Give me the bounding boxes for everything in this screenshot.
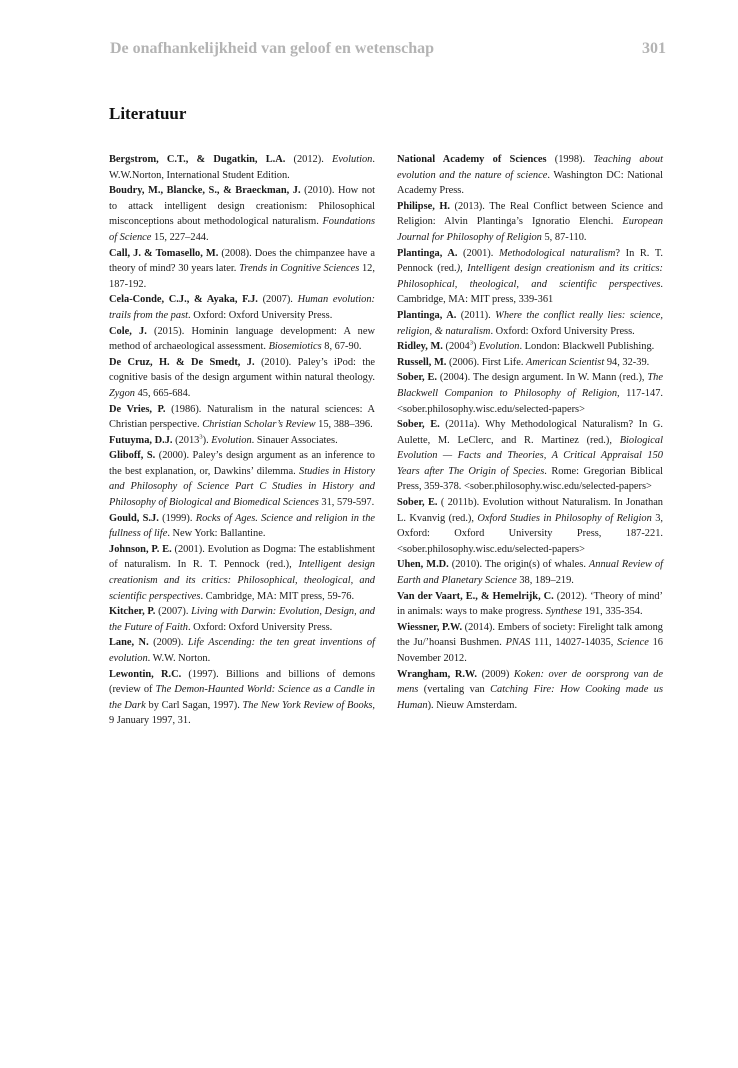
reference-text: , 9 January 1997, 31. — [109, 699, 375, 727]
reference-title-italic: Christian Scholar’s Review — [202, 419, 316, 431]
reference-title-italic: The Blackwell Companion to Philosophy of Religion, — [397, 372, 663, 399]
reference-text: (1997). Billions and billions of demons (review of — [109, 668, 375, 696]
reference-title-italic: Evolution — [479, 341, 520, 353]
reference-title-italic: Biosemiotics — [268, 341, 322, 353]
reference-author: Call, J. & Tomasello, M. — [109, 247, 219, 259]
reference-text: (2010). The origin(s) of whales. — [448, 559, 589, 571]
reference-author: Russell, M. — [397, 356, 447, 368]
reference-text: (2001). Evolution as Dogma: The establishment of naturalism. In R. T. Pennock (red.), — [109, 543, 375, 571]
reference-text: (2014). Embers of society: Firelight talk among the Ju/’hoansi Bushmen. — [397, 621, 663, 649]
reference-title-italic: Where the conflict really lies: science, religion, & naturalism — [397, 309, 663, 337]
reference-text: by Carl Sagan, 1997). — [145, 699, 243, 711]
reference-title-italic: Annual Review of Earth and Planetary Science — [397, 559, 664, 587]
section-title: Literatuur — [109, 104, 187, 123]
reference-entry — [397, 339, 663, 355]
reference-author: De Vries, P. — [109, 403, 166, 415]
reference-author: Plantinga, A. — [397, 309, 457, 321]
reference-entry — [397, 355, 663, 371]
reference-author: Lewontin, R.C. — [109, 668, 182, 680]
reference-entry — [109, 667, 375, 729]
reference-text: (2012). — [285, 154, 332, 165]
reference-text: ) — [472, 341, 480, 353]
reference-text: 15, 388–396. — [315, 419, 373, 431]
reference-entry — [397, 557, 663, 588]
reference-text: . Oxford: Oxford University Press. — [188, 309, 333, 321]
reference-title-italic: Rocks of Ages. Science and religion in the fullness of life — [109, 512, 375, 540]
reference-text: (2008). Does the chimpanzee have a theory of mind? 30 years later. — [109, 247, 375, 275]
reference-author: Uhen, M.D. — [397, 559, 449, 571]
reference-title-italic: Zygon — [109, 387, 135, 399]
reference-text: (2000). Paley’s design argument as an inference to the best explanation, or, Dawkins’ dilemma. — [109, 450, 375, 477]
reference-author: Ridley, M. — [397, 341, 443, 353]
reference-title-italic: Biological Evolution — Facts and Theories, A Critical Appraisal 150 Years after The Origin of Species — [397, 434, 663, 477]
page-number: 301 — [642, 40, 666, 57]
reference-text: 8, 67-90. — [321, 341, 362, 353]
reference-title-italic: Evolution — [211, 434, 252, 446]
reference-title-italic: ), Intelligent design creationism and its critics: Philosophical, theological, and scientific perspectives — [397, 263, 663, 290]
reference-entry — [397, 152, 663, 199]
reference-text: . Washington DC: National Academy Press. — [397, 169, 663, 197]
reference-text: . W.W. Norton. — [147, 653, 211, 664]
reference-entry — [109, 402, 375, 433]
reference-text: 191, 335-354. — [581, 606, 643, 618]
reference-text: 117-147. <sober.philosophy.wisc.edu/selected-papers> — [397, 387, 663, 415]
reference-text: ). — [202, 434, 212, 446]
reference-entry — [109, 604, 375, 635]
reference-author: Sober, E. — [397, 419, 440, 431]
reference-author: Sober, E. — [397, 497, 438, 509]
reference-text: . Rome: Gregorian Biblical Press, 359-378. <sober.philosophy.wisc.edu/selected-papers> — [397, 465, 663, 493]
reference-title-italic: Trends in Cognitive Sciences — [239, 263, 360, 275]
reference-text: 45, 665-684. — [134, 387, 191, 399]
reference-text: . London: Blackwell Publishing. — [519, 341, 655, 353]
reference-entry — [397, 199, 663, 246]
reference-entry — [109, 183, 375, 245]
reference-entry — [397, 308, 663, 339]
reference-text: (2004). The design argument. In W. Mann (red.), — [437, 372, 648, 384]
reference-author: Johnson, P. E. — [109, 543, 172, 555]
reference-text: . Oxford: Oxford University Press. — [490, 325, 635, 337]
reference-text: . Sinauer Associates. — [251, 434, 338, 446]
reference-author: Plantinga, A. — [397, 247, 458, 259]
reference-title-italic: Life Ascending: the ten great inventions of evolution — [109, 637, 375, 664]
reference-text: . Cambridge, MA: MIT press, 59-76. — [200, 590, 355, 602]
reference-author: National Academy of Sciences — [397, 154, 547, 165]
reference-title-italic: Living with Darwin: Evolution, Design, and the Future of Faith — [109, 606, 376, 633]
reference-title-italic: Methodological naturalism — [498, 247, 616, 259]
reference-title-italic: Teaching about evolution and the nature of science — [397, 154, 663, 181]
reference-title-italic: PNAS — [505, 637, 531, 649]
reference-text: . Cambridge, MA: MIT press, 339-361 — [397, 278, 663, 306]
reference-text: 31, 579-597. — [318, 497, 375, 509]
reference-text: ? In R. T. Pennock (red. — [397, 247, 663, 275]
running-head — [110, 40, 666, 58]
reference-title-italic: Human evolution: trails from the past — [109, 294, 375, 321]
reference-text: 12, 187-192. — [109, 263, 375, 290]
reference-entry — [109, 246, 375, 293]
reference-author: Wrangham, R.W. — [397, 668, 477, 680]
reference-author: Gould, S.J. — [109, 512, 159, 524]
reference-title-italic: American Scientist — [526, 356, 605, 368]
reference-author: Boudry, M., Blancke, S., & Braeckman, J. — [109, 185, 301, 197]
reference-title-italic: Foundations of Science — [109, 216, 375, 243]
reference-text: 16 November 2012. — [397, 637, 663, 664]
edition-superscript: 3 — [199, 433, 203, 441]
reference-author: Kitcher, P. — [109, 606, 156, 618]
reference-text: 94, 32-39. — [604, 356, 650, 368]
reference-entry — [397, 589, 663, 620]
reference-text: . New York: Ballantine. — [167, 528, 266, 540]
reference-author: Gliboff, S. — [109, 450, 156, 462]
reference-author: Lane, N. — [109, 637, 149, 649]
reference-entry — [109, 433, 375, 449]
reference-entry — [109, 324, 375, 355]
reference-text: (1998). — [546, 154, 594, 165]
reference-author: Philipse, H. — [397, 200, 451, 212]
reference-author: Cela-Conde, C.J., & Ayaka, F.J. — [109, 294, 258, 306]
reference-entry — [109, 448, 375, 510]
reference-text: (1999). — [158, 512, 196, 524]
reference-text: (2010). How not to attack intelligent design creationism: Philosophical misconceptions about methodological naturalism. — [109, 185, 375, 228]
reference-text: (2013). The Real Conflict between Science and Religion: Alvin Plantinga’s Ignoratio Elenchi. — [397, 200, 663, 228]
reference-author: Van der Vaart, E., & Hemelrijk, C. — [397, 590, 554, 602]
reference-title-italic: The Demon-Haunted World: Science as a Candle in the Dark — [109, 684, 375, 711]
reference-text: (2009) — [476, 668, 514, 680]
reference-text: (vertaling van — [418, 684, 491, 696]
edition-superscript: 3 — [469, 339, 473, 347]
reference-entry — [397, 370, 663, 417]
reference-text: 3, Oxford: Oxford University Press, 187-221. <sober.philosophy.wisc.edu/selected-papers> — [397, 512, 664, 555]
reference-text: (2010). Paley’s iPod: the cognitive basis of the design argument within natural theology. — [109, 356, 376, 384]
reference-entry — [109, 542, 375, 604]
reference-text: 15, 227–244. — [151, 231, 209, 243]
reference-title-italic: Studies in History and Philosophy of Science Part C Studies in History and Philosophy of Biological and Biomedical Sciences — [109, 465, 375, 509]
reference-title-italic: Catching Fire: How Cooking made us Human — [397, 684, 664, 711]
reference-author: Sober, E. — [397, 372, 438, 384]
reference-text: (2001). — [457, 247, 499, 259]
reference-title-italic: Evolution — [331, 154, 373, 165]
reference-text: . Oxford: Oxford University Press. — [187, 621, 333, 633]
reference-text: 111, 14027-14035, — [530, 637, 618, 649]
running-title: De onafhankelijkheid van geloof en wetenschap — [110, 40, 435, 57]
reference-text: ). Nieuw Amsterdam. — [427, 699, 518, 711]
reference-text: (2012). ‘Theory of mind’ in animals: ways to make progress. — [397, 590, 663, 618]
reference-title-italic: Synthese — [545, 606, 582, 618]
reference-text: (2007). — [155, 606, 192, 618]
reference-text: (2011). — [456, 309, 496, 321]
reference-text: (1986). Naturalism in the natural sciences: A Christian perspective. — [109, 403, 375, 431]
reference-author: Futuyma, D.J. — [109, 434, 173, 446]
reference-entry — [397, 495, 663, 557]
reference-entry — [397, 620, 663, 667]
reference-title-italic: The New York Review of Books — [242, 699, 373, 711]
reference-entry — [397, 246, 663, 308]
reference-text: (2006). First Life. — [446, 356, 527, 368]
reference-author: Wiessner, P.W. — [397, 621, 463, 633]
reference-text: (2015). Hominin language development: A new method of archaeological assessment. — [109, 325, 375, 353]
reference-text: (2011a). Why Methodological Naturalism? In G. Aulette, M. LeClerc, and R. Martinez (red.), — [397, 419, 663, 446]
reference-entry — [109, 355, 375, 402]
reference-author: Cole, J. — [109, 325, 147, 337]
reference-entry — [109, 511, 375, 542]
reference-entry — [109, 152, 375, 183]
reference-text: (2004 — [442, 341, 470, 353]
reference-text: ( 2011b). Evolution without Naturalism. In Jonathan L. Kvanvig (red.), — [397, 497, 663, 524]
references-right-column — [397, 152, 663, 713]
reference-title-italic: European Journal for Philosophy of Religion — [397, 216, 663, 243]
reference-title-italic: Intelligent design creationism and its critics: Philosophical, theological, and scientific perspectives — [109, 559, 375, 602]
reference-title-italic: Oxford Studies in Philosophy of Religion — [477, 512, 652, 524]
reference-author: Bergstrom, C.T., & Dugatkin, L.A. — [109, 154, 286, 165]
reference-title-italic: Koken: over de oorsprong van de mens — [397, 668, 663, 696]
references-left-column — [109, 152, 375, 729]
reference-text: (2007). — [257, 294, 298, 306]
reference-text: 5, 87-110. — [541, 231, 587, 243]
reference-author: De Cruz, H. & De Smedt, J. — [109, 356, 255, 368]
reference-entry — [109, 292, 375, 323]
reference-entry — [109, 635, 375, 666]
reference-text: . W.W.Norton, International Student Edition. — [109, 154, 375, 181]
reference-entry — [397, 417, 663, 495]
reference-text: (2013 — [172, 434, 200, 446]
reference-text: 38, 189–219. — [516, 575, 574, 587]
reference-text: (2009). — [148, 637, 188, 649]
reference-entry — [397, 667, 663, 714]
reference-title-italic: Science — [617, 637, 649, 649]
